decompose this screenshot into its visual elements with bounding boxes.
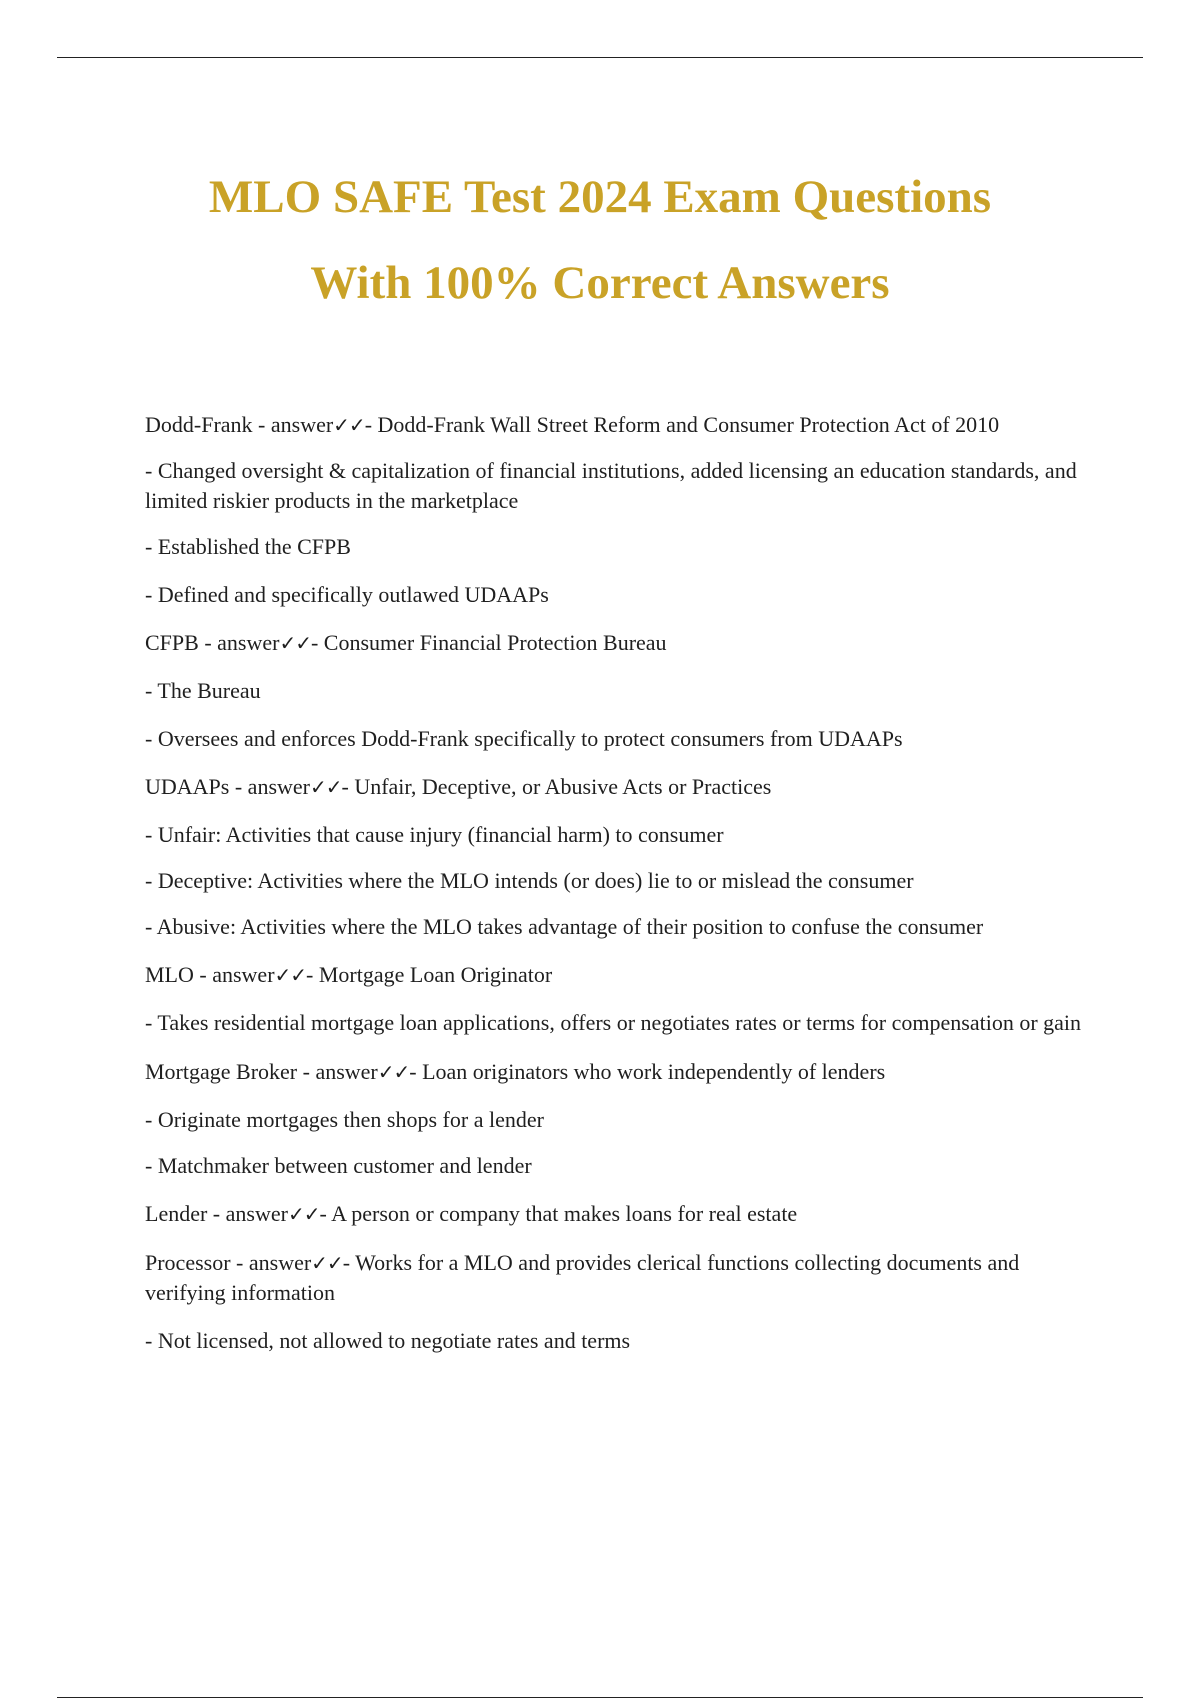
document-title-line-2: With 100% Correct Answers — [310, 257, 890, 309]
entry-processor — [145, 1248, 1085, 1308]
double-check-icon: ✓✓ — [333, 413, 365, 437]
entry-definition: - A person or company that makes loans for real estate — [319, 1201, 798, 1226]
entry-bullet: - Established the CFPB — [145, 534, 351, 559]
double-check-icon: ✓✓ — [311, 1251, 343, 1275]
entry-bullet: - Matchmaker between customer and lender — [145, 1153, 532, 1178]
double-check-icon: ✓✓ — [287, 1202, 320, 1226]
entry-definition: - Mortgage Loan Originator — [306, 962, 553, 987]
entry-term: UDAAPs - answer — [145, 774, 310, 799]
entry-term: Mortgage Broker - answer — [145, 1059, 378, 1084]
entry-definition: - Consumer Financial Protection Bureau — [310, 630, 667, 655]
entry-term: Lender - answer — [145, 1201, 288, 1226]
entry-bullet: - Not licensed, not allowed to negotiate rates and terms — [145, 1328, 631, 1353]
entry-lender — [145, 1199, 1085, 1229]
entry-mortgage-broker — [145, 1057, 1085, 1087]
entry-bullet: - Deceptive: Activities where the MLO intends (or does) lie to or mislead the consumer — [145, 868, 914, 893]
entry-term: MLO - answer — [145, 962, 275, 987]
entry-bullet: - Abusive: Activities where the MLO takes advantage of their position to confuse the consumer — [145, 914, 984, 939]
entry-bullet: - Originate mortgages then shops for a lender — [145, 1107, 544, 1132]
double-check-icon: ✓✓ — [309, 775, 342, 799]
entry-bullet: - Changed oversight & capitalization of financial institutions, added licensing an education standards, and limited riskier products in the marketplace — [145, 458, 1077, 513]
entry-bullet: - Takes residential mortgage loan applications, offers or negotiates rates or terms for compensation or gain — [145, 1010, 1082, 1035]
entry-bullet: - Oversees and enforces Dodd-Frank specifically to protect consumers from UDAAPs — [145, 726, 903, 751]
bottom-rule — [57, 1697, 1143, 1698]
double-check-icon: ✓✓ — [274, 963, 307, 987]
entry-term: Dodd-Frank - answer — [145, 412, 334, 437]
document-title-line-1: MLO SAFE Test 2024 Exam Questions — [208, 171, 992, 223]
entry-dodd-frank — [145, 410, 1085, 440]
double-check-icon: ✓✓ — [279, 631, 311, 655]
entry-bullet: - Defined and specifically outlawed UDAAPs — [145, 582, 549, 607]
entry-definition: - Unfair, Deceptive, or Abusive Acts or Practices — [341, 774, 772, 799]
entry-definition: - Dodd-Frank Wall Street Reform and Consumer Protection Act of 2010 — [364, 412, 1000, 437]
entry-term: Processor - answer — [145, 1250, 312, 1275]
entry-mlo — [145, 960, 1085, 990]
entry-definition: - Loan originators who work independently of lenders — [409, 1059, 886, 1084]
entry-bullet: - The Bureau — [145, 678, 261, 703]
entry-definition: - Works for a MLO and provides clerical functions collecting documents and verifying information — [145, 1250, 1020, 1305]
entry-udaaps — [145, 772, 1085, 802]
document-body — [145, 410, 1085, 1356]
entry-cfpb — [145, 628, 1085, 658]
entry-bullet: - Unfair: Activities that cause injury (financial harm) to consumer — [145, 822, 724, 847]
top-rule — [57, 57, 1143, 58]
entry-term: CFPB - answer — [145, 630, 280, 655]
double-check-icon: ✓✓ — [377, 1060, 410, 1084]
